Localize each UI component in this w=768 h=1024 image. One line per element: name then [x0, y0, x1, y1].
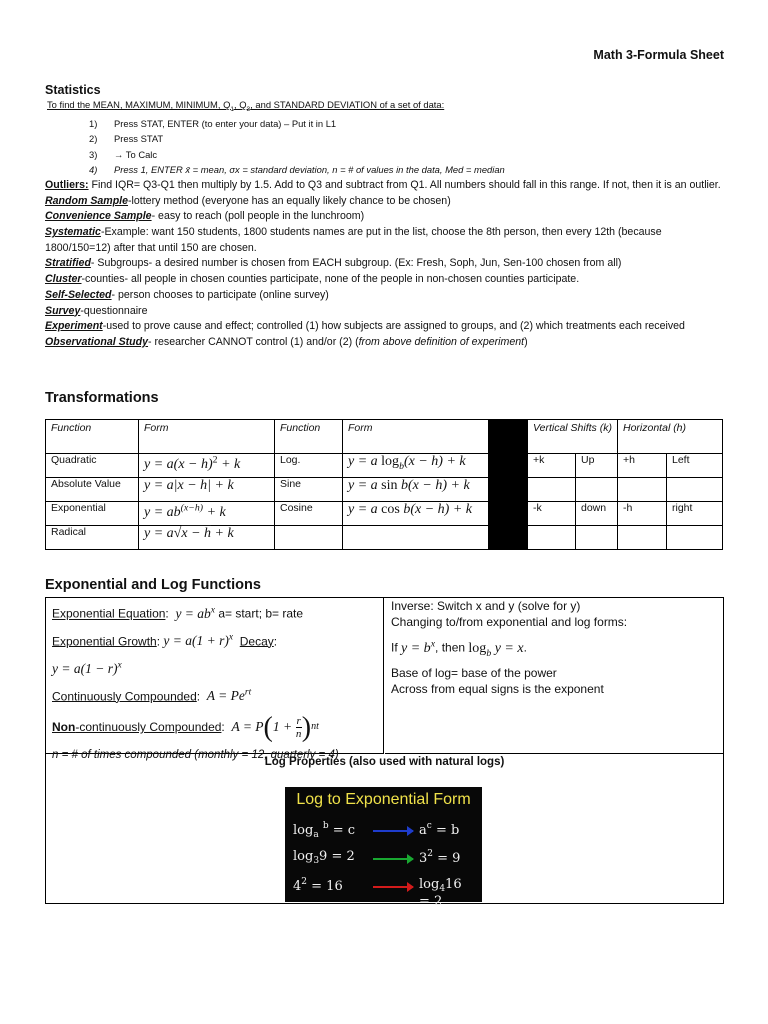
header-horizontal: Horizontal (h)	[618, 420, 723, 454]
statistics-intro: To find the MEAN, MAXIMUM, MINIMUM, $Q_1$, $Q_3$, and STANDARD DEVIATION of a set of data:	[47, 99, 445, 113]
chalk-row-example-1: $\log_39 = 2$ $3^2 = 9$	[293, 849, 461, 866]
vertical-minus-k: -k	[528, 502, 576, 526]
horizontal-plus-h: +h	[618, 454, 667, 478]
empty-cell	[667, 478, 723, 502]
horizontal-minus-h: -h	[618, 502, 667, 526]
transformations-heading: Transformations	[45, 390, 159, 406]
times-compounded-note: n = # of times compounded (monthly = 12, quarterly = 4)	[52, 748, 339, 761]
chalk-title: Log to Exponential Form	[296, 791, 471, 808]
horizontal-right: right	[667, 502, 723, 526]
empty-cell	[528, 478, 576, 502]
across-equal-line: Across from equal signs is the exponent	[391, 681, 604, 696]
definition-observational: Observational Study- researcher CANNOT control (1) and/or (2) (from above definition of experiment)	[45, 335, 528, 348]
definition-experiment: Experiment-used to prove cause and effect; controlled (1) how subjects are assigned to groups, and (2) which treatments each received	[45, 320, 685, 333]
arrow-icon	[373, 886, 413, 888]
function-absolute-value: Absolute Value	[46, 478, 139, 502]
exponential-formulas-cell	[46, 598, 384, 761]
empty-cell	[618, 526, 667, 550]
log-to-exponential-image	[285, 787, 482, 909]
step-item: 1) Press STAT, ENTER (to enter your data) – Put it in L1	[89, 117, 337, 129]
definition-convenience: Convenience Sample- easy to reach (poll people in the lunchroom)	[45, 210, 365, 223]
definition-cluster: Cluster-counties- all people in chosen counties participate, none of the people in non-chosen counties participate.	[45, 273, 580, 286]
empty-cell	[576, 478, 618, 502]
table-row	[46, 526, 723, 550]
function-sine: Sine	[275, 478, 343, 502]
empty-cell	[528, 526, 576, 550]
decay-formula: $y = a(1 - r)^x$	[52, 660, 122, 676]
step-item: 2) Press STAT	[89, 133, 164, 145]
definition-random: Random Sample-lottery method (everyone has an equally likely chance to be chosen)	[45, 194, 451, 207]
form-radical: y = a√x − h + k	[139, 526, 275, 550]
empty-cell	[576, 526, 618, 550]
form-quadratic: $y = a(x - h)^2 + k$	[139, 454, 275, 478]
step-item: 3) → To Calc	[89, 148, 158, 160]
noncontinuous-compound-line: Non-continuously Compounded: A = P(1 + $\frac{r}{n}$ )$^{nt}$	[52, 711, 319, 743]
chalk-row-example-2: $4^2 = 16$ $\log_416 = 2$	[293, 877, 462, 909]
form-log: y = a $\log_b(x - h) + k$	[343, 454, 489, 478]
definition-stratified: Stratified- Subgroups- a desired number is chosen from EACH subgroup. (Ex: Fresh, Soph, Jun, Sen-100 chosen from all)	[45, 257, 622, 270]
log-properties-label: Log Properties (also used with natural logs)	[264, 756, 505, 768]
inverse-line: Inverse: Switch x and y (solve for y)	[391, 599, 581, 613]
table-header-row	[46, 420, 723, 454]
chalk-row-general: $\log_a ^b = c$ $a^c = b$	[293, 821, 460, 840]
table-row	[46, 454, 723, 478]
calculator-steps	[45, 116, 725, 178]
empty-cell	[275, 526, 343, 550]
header-form-2: Form	[343, 420, 489, 454]
header-vertical-shifts: Vertical Shifts (k)	[528, 420, 618, 454]
inverse-cell	[385, 598, 723, 754]
definition-self-selected: Self-Selected- person chooses to participate (online survey)	[45, 288, 329, 301]
empty-cell	[667, 526, 723, 550]
arrow-icon	[373, 858, 413, 860]
exponential-equation-line: Exponential Equation: $y = ab^x$ a= start; b= rate	[52, 605, 304, 621]
horizontal-left: Left	[667, 454, 723, 478]
vertical-down: down	[576, 502, 618, 526]
step-item: 4) Press 1, ENTER x̄ = mean, σx = standard deviation, n = # of values in the data, Med = median	[89, 164, 505, 176]
outliers-line: Outliers: Find IQR= Q3-Q1 then multiply by 1.5. Add to Q3 and subtract from Q1. All numbers should fall in this range. If not, then it is an outlier.	[45, 178, 721, 191]
vertical-plus-k: +k	[528, 454, 576, 478]
vertical-up: Up	[576, 454, 618, 478]
arrow-icon	[373, 830, 413, 832]
table-row	[46, 502, 723, 526]
function-radical: Radical	[46, 526, 139, 550]
form-absolute-value: y = a|x − h| + k	[139, 478, 275, 502]
table-row	[46, 478, 723, 502]
form-exponential: $y = ab^{(x-h)} + k$	[139, 502, 275, 526]
statistics-heading: Statistics	[45, 83, 101, 97]
changing-forms-line: Changing to/from exponential and log forms:	[391, 614, 628, 629]
transformations-table	[45, 419, 723, 550]
if-then-line: If $y = b^x$, then $\log_b y = x$.	[391, 638, 527, 659]
function-log: Log.	[275, 454, 343, 478]
header-form: Form	[139, 420, 275, 454]
header-function-2: Function	[275, 420, 343, 454]
function-cosine: Cosine	[275, 502, 343, 526]
definition-systematic: Systematic-Example: want 150 students, 1800 students names are put in the list, choose the 8th person, then every 12th (because 1800/150=12) after that until 150 are chosen.	[45, 225, 662, 254]
form-sine: y = a sin b(x − h) + k	[343, 478, 489, 502]
growth-decay-line: Exponential Growth: $y = a(1 + r)^x$ Decay:	[52, 632, 278, 648]
sheet-title: Math 3-Formula Sheet	[593, 48, 724, 62]
exponential-log-heading: Exponential and Log Functions	[45, 577, 261, 593]
base-of-log-line: Base of log= base of the power	[391, 666, 557, 681]
empty-cell	[618, 478, 667, 502]
form-cosine: y = a cos b(x − h) + k	[343, 502, 489, 526]
function-quadratic: Quadratic	[46, 454, 139, 478]
function-exponential: Exponential	[46, 502, 139, 526]
statistics-section	[45, 82, 725, 351]
empty-cell	[343, 526, 489, 550]
black-divider-column	[489, 420, 528, 550]
header-function: Function	[46, 420, 139, 454]
continuous-compound-line: Continuously Compounded: $A = Pe^{rt}$	[52, 687, 252, 703]
definition-survey: Survey-questionnaire	[45, 304, 148, 317]
